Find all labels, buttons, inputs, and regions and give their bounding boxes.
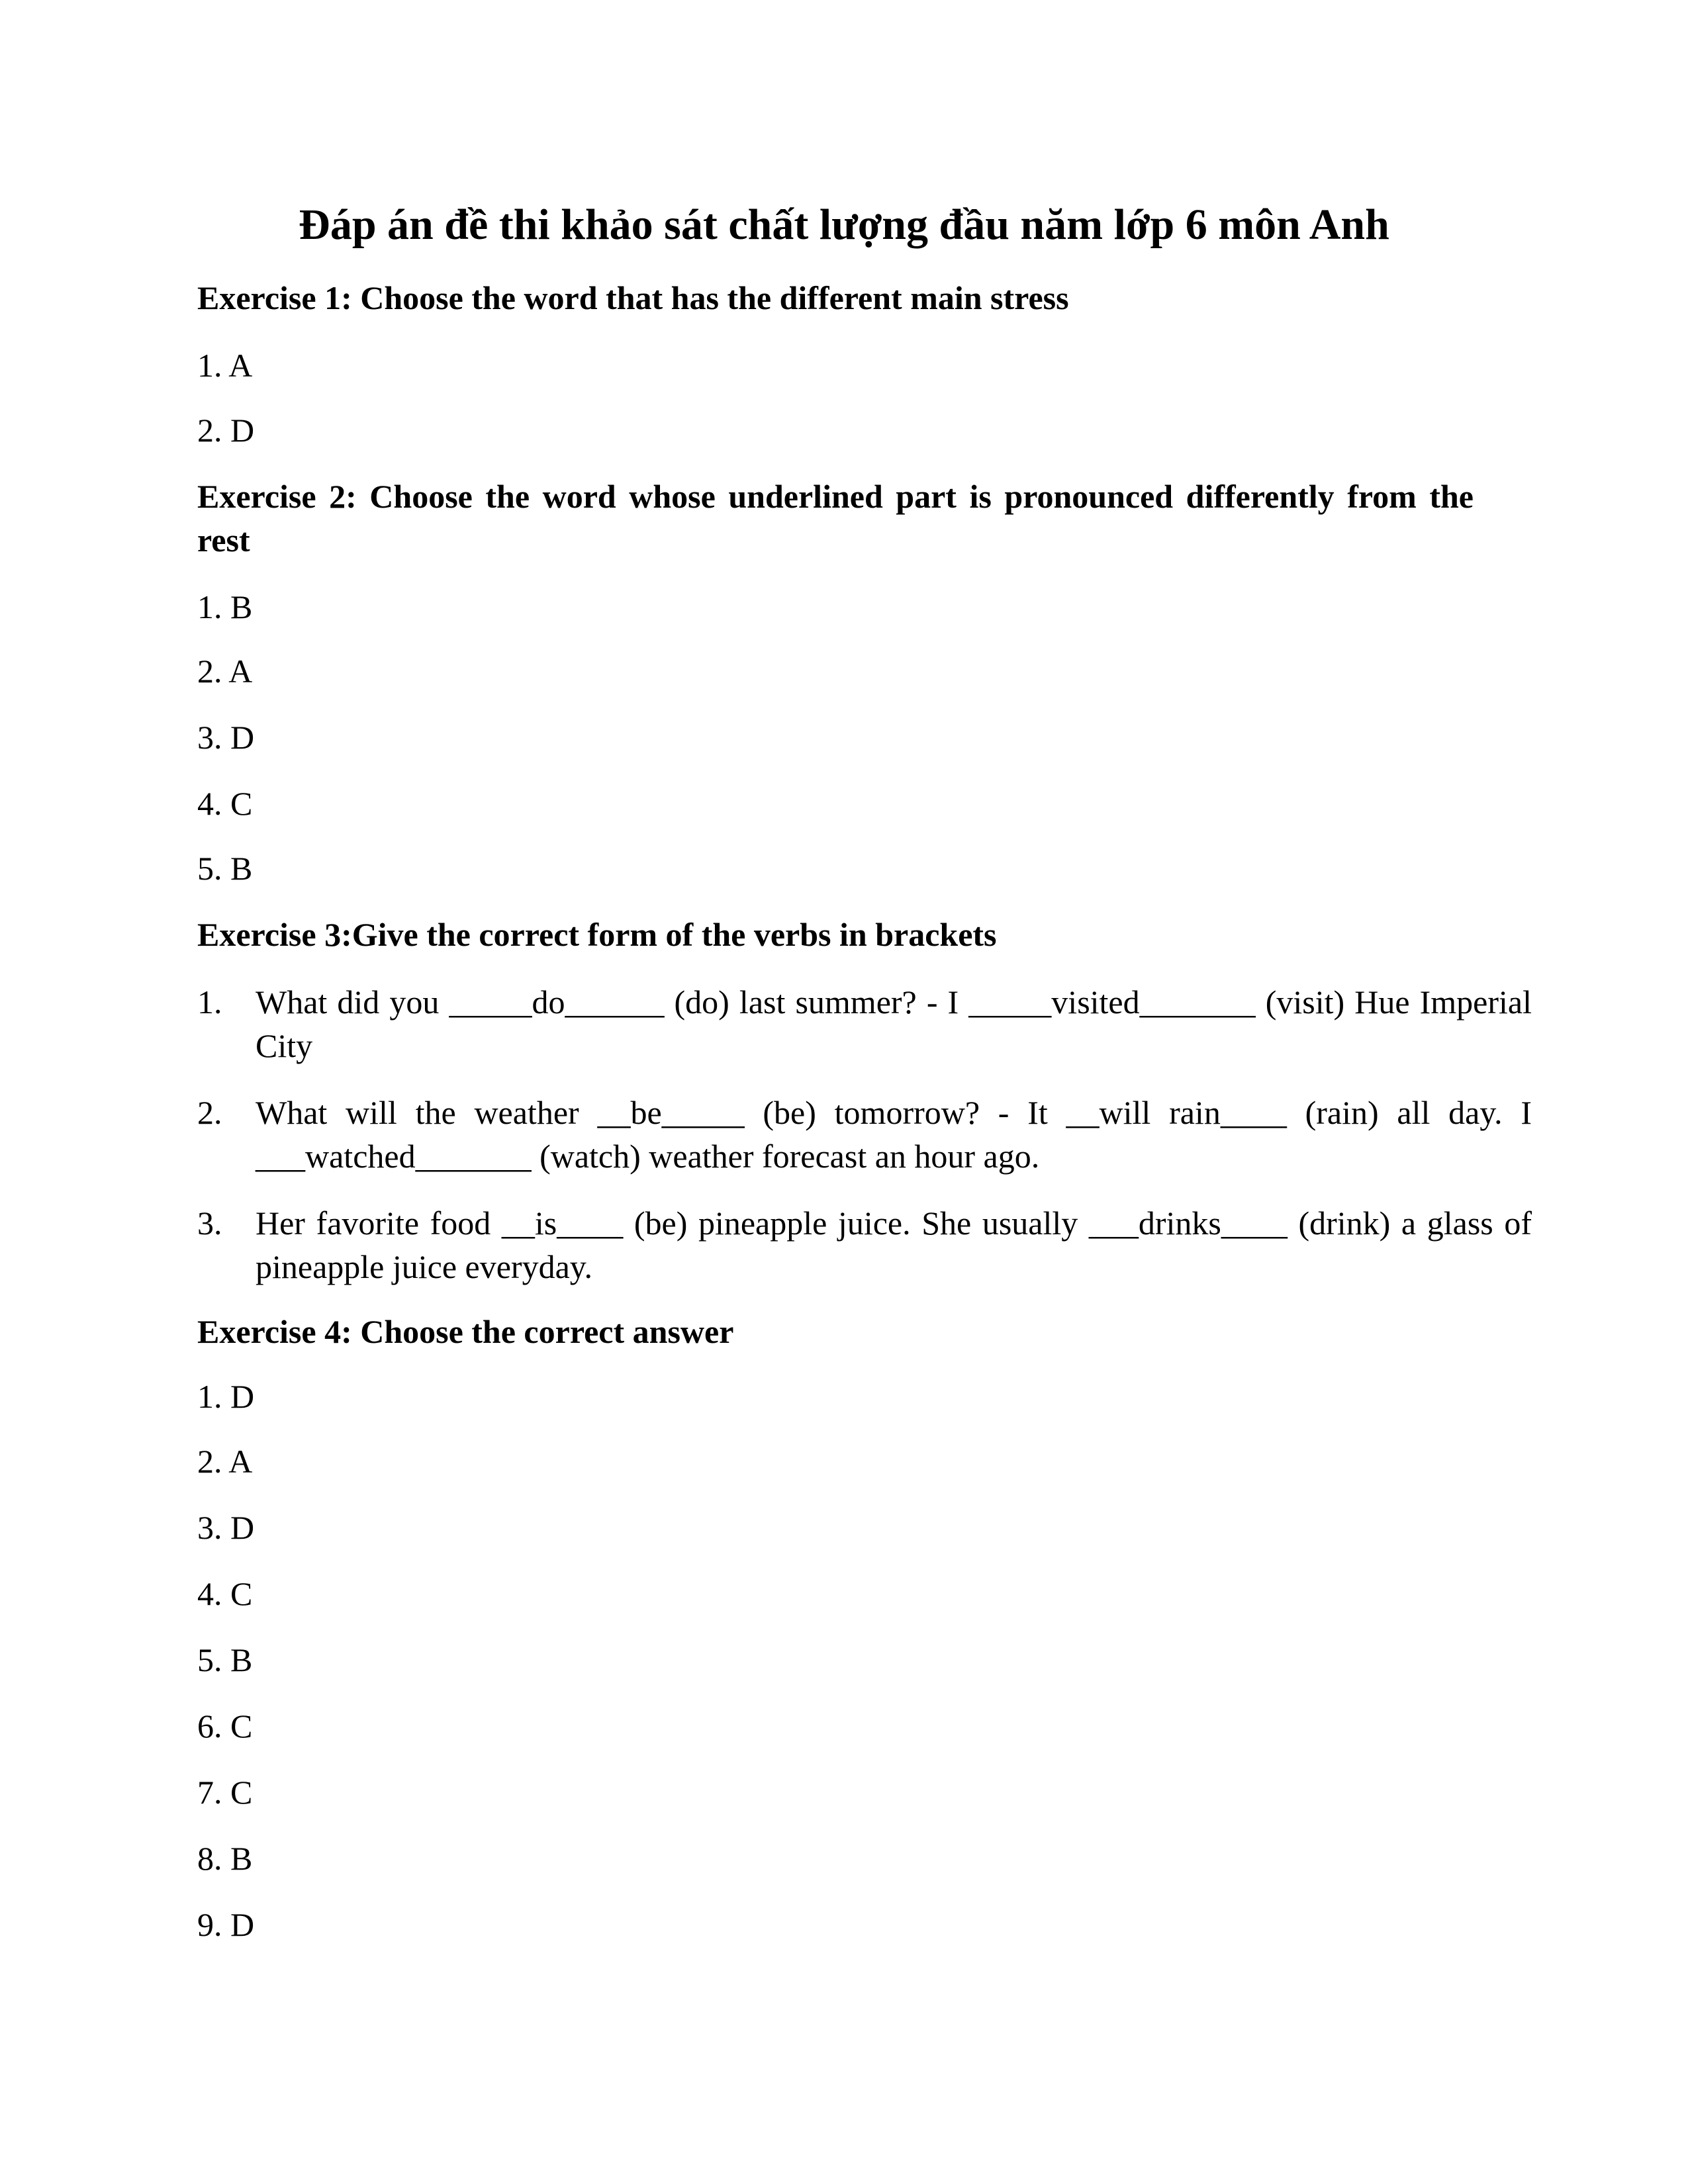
- answer: 2. A: [197, 653, 253, 690]
- answer: 1. B: [197, 588, 253, 625]
- exercise-4-heading: Exercise 4: Choose the correct answer: [197, 1313, 734, 1350]
- item-text: What did you _____do______ (do) last summer? - I _____visited_______ (visit) Hue Imperial City: [256, 983, 1532, 1064]
- answer: 2. A: [197, 1443, 253, 1480]
- item-number: 3.: [197, 1205, 222, 1242]
- answer: 1. A: [197, 347, 253, 384]
- answer: 4. C: [197, 785, 253, 822]
- answer: 6. C: [197, 1707, 253, 1745]
- item-number: 1.: [197, 983, 222, 1021]
- verb-item: [197, 1091, 1532, 1178]
- item-number: 2.: [197, 1094, 222, 1131]
- answer: 7. C: [197, 1774, 253, 1811]
- verb-item: [197, 1201, 1532, 1289]
- answer: 8. B: [197, 1840, 253, 1877]
- answer: 1. D: [197, 1378, 255, 1415]
- answer: 5. B: [197, 1641, 253, 1678]
- exercise-3-heading: Exercise 3:Give the correct form of the verbs in brackets: [197, 916, 997, 953]
- answer: 5. B: [197, 850, 253, 887]
- item-text: What will the weather __be_____ (be) tomorrow? - It __will rain____ (rain) all day. I ___watched_______ (watch) weather forecast an hour ago.: [256, 1094, 1532, 1175]
- answer: 9. D: [197, 1906, 255, 1943]
- answer: 2. D: [197, 412, 255, 449]
- exercise-2-heading: Exercise 2: Choose the word whose underlined part is pronounced differently from the rest: [197, 478, 1474, 559]
- answer: 3. D: [197, 1509, 255, 1546]
- item-text: Her favorite food __is____ (be) pineapple juice. She usually ___drinks____ (drink) a glass of pineapple juice everyday.: [256, 1205, 1532, 1285]
- verb-item: [197, 980, 1532, 1068]
- answer: 4. C: [197, 1575, 253, 1612]
- answer: 3. D: [197, 719, 255, 756]
- exercise-1-heading: Exercise 1: Choose the word that has the different main stress: [197, 279, 1069, 316]
- document-title: Đáp án đề thi khảo sát chất lượng đầu năm lớp 6 môn Anh: [299, 201, 1389, 249]
